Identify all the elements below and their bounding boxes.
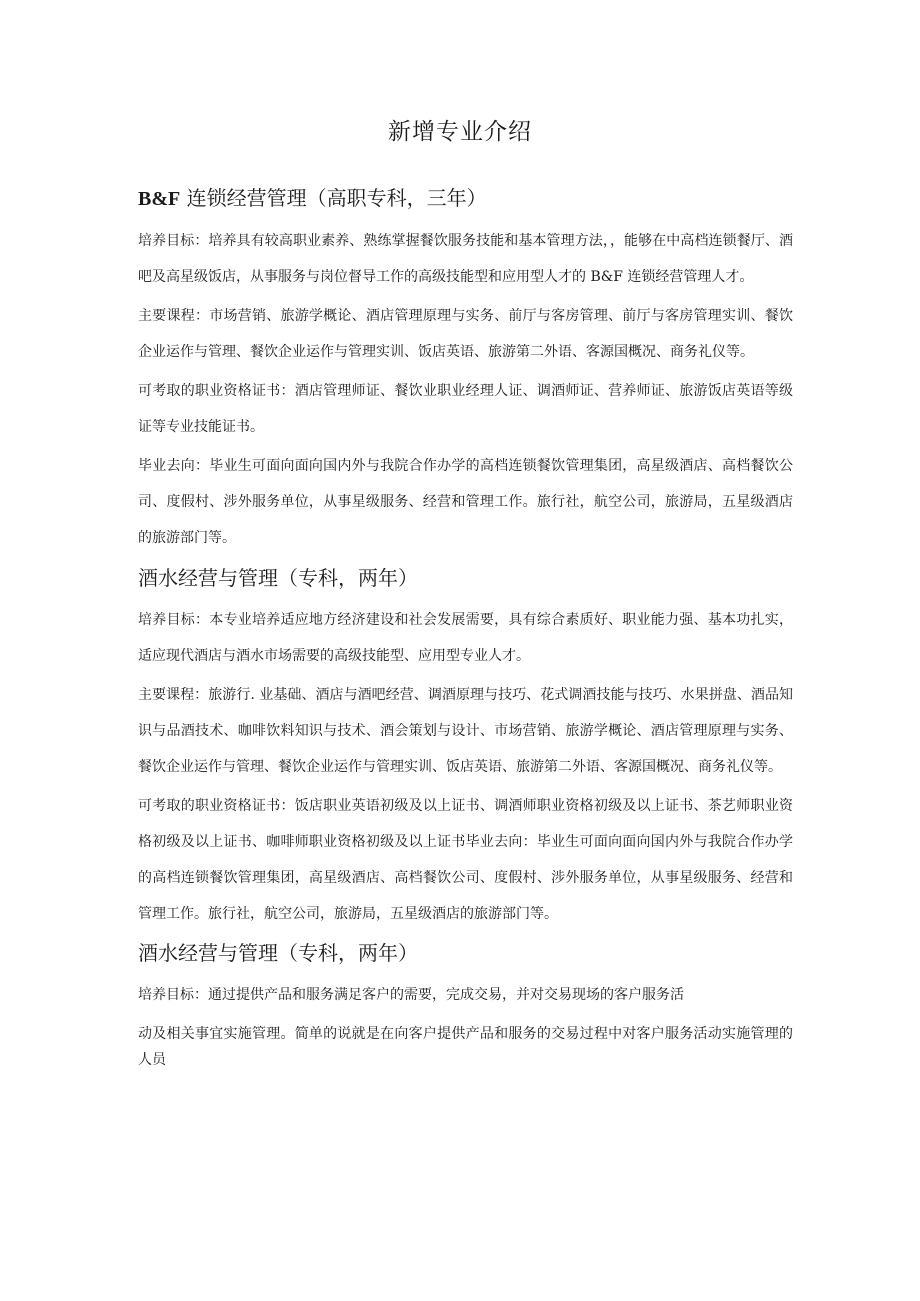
section-beverage-management xyxy=(138,560,793,932)
paragraph-training-goal: 培养目标：通过提供产品和服务满足客户的需要，完成交易，并对交易现场的客户服务活 xyxy=(138,987,684,1003)
paragraph-training-goal: 培养目标：培养具有较高职业素养、熟练掌握餐饮服务技能和基本管理方法，，能够在中高档连锁餐厅、酒吧及高星级饭店，从事服务与岗位督导工作的高级技能型和应用型人才的 B&F 连锁经营管理人才。 xyxy=(138,233,793,285)
paragraph-certificates-career: 可考取的职业资格证书：饭店职业英语初级及以上证书、调酒师职业资格初级及以上证书、茶艺师职业资格初级及以上证书、咖啡师职业资格初级及以上证书毕业去向：毕业生可面向面向国内外与我院合作办学的高档连锁餐饮管理集团，高星级酒店、高档餐饮公司、度假村、涉外服务单位，从事星级服务、经营和管理工作。旅行社，航空公司，旅游局，五星级酒店的旅游部门等。 xyxy=(138,798,793,922)
section-heading: 酒水经营与管理（专科，两年） xyxy=(138,941,418,965)
paragraph-certificates: 可考取的职业资格证书：酒店管理师证、餐饮业职业经理人证、调酒师证、营养师证、旅游饭店英语等级证等专业技能证书。 xyxy=(138,383,793,435)
section-heading xyxy=(138,180,793,217)
paragraph-training-goal-continued: 动及相关事宜实施管理。简单的说就是在向客户提供产品和服务的交易过程中对客户服务活动实施管理的人员 xyxy=(138,1026,793,1068)
section-beverage-management-2 xyxy=(138,935,793,1073)
paragraph-career-paths: 毕业去向：毕业生可面向面向国内外与我院合作办学的高档连锁餐饮管理集团，高星级酒店、高档餐饮公司、度假村、涉外服务单位，从事星级服务、经营和管理工作。旅行社，航空公司，旅游局，五星级酒店的旅游部门等。 xyxy=(138,458,793,546)
paragraph-training-goal: 培养目标：本专业培养适应地方经济建设和社会发展需要，具有综合素质好、职业能力强、基本功扎实，适应现代酒店与酒水市场需要的高级技能型、应用型专业人才。 xyxy=(138,612,793,664)
section-heading-bold: B&F xyxy=(138,188,181,210)
section-heading: 酒水经营与管理（专科，两年） xyxy=(138,566,418,590)
document-body xyxy=(138,180,793,1076)
section-heading-text: 连锁经营管理（高职专科，三年） xyxy=(186,186,487,210)
page-title: 新增专业介绍 xyxy=(388,119,532,145)
section-bf-chain-management xyxy=(138,180,793,556)
paragraph-main-courses: 主要课程：市场营销、旅游学概论、酒店管理原理与实务、前厅与客房管理、前厅与客房管理实训、餐饮企业运作与管理、餐饮企业运作与管理实训、饭店英语、旅游第二外语、客源国概况、商务礼仪等。 xyxy=(138,308,793,360)
paragraph-main-courses: 主要课程：旅游行. 业基础、酒店与酒吧经营、调酒原理与技巧、花式调酒技能与技巧、水果拼盘、酒品知识与品酒技术、咖啡饮料知识与技术、酒会策划与设计、市场营销、旅游学概论、酒店管理原理与实务、餐饮企业运作与管理、餐饮企业运作与管理实训、饭店英语、旅游第二外语、客源国概况、商务礼仪等。 xyxy=(138,687,793,775)
